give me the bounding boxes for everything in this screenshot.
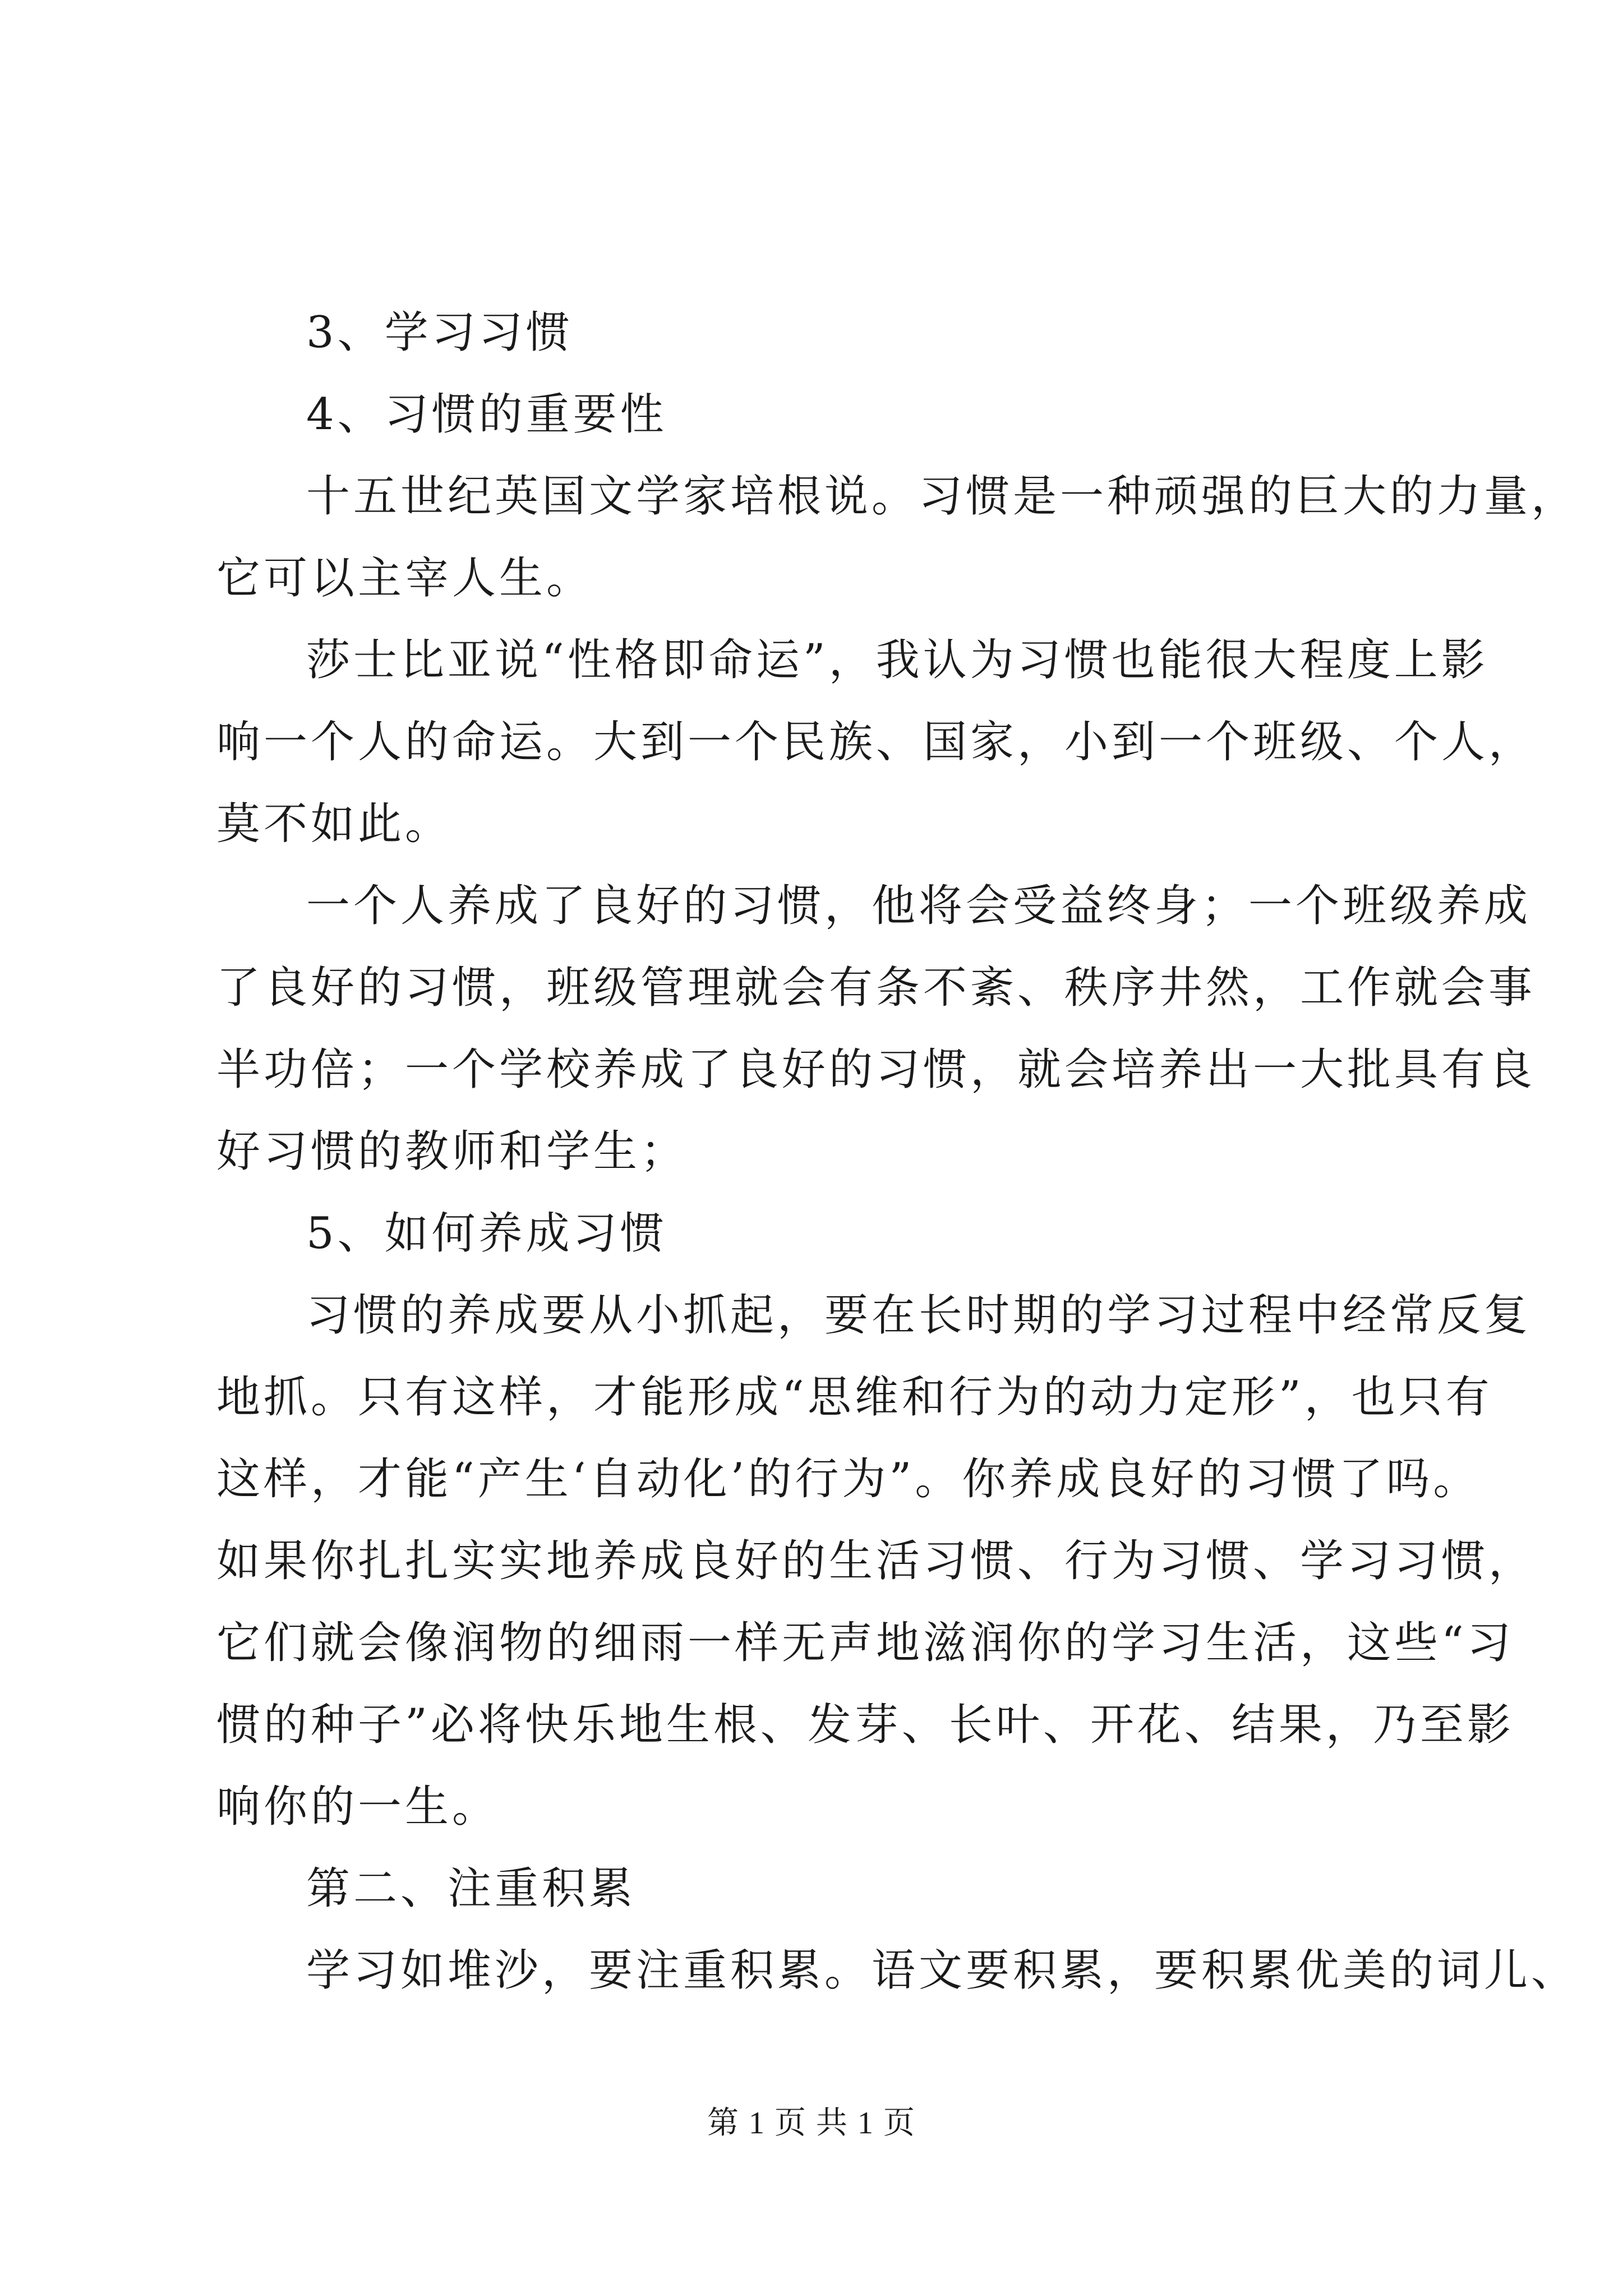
text-line: 5、如何养成习惯 [306,1208,667,1259]
text-line: 第二、注重积累 [306,1864,637,1914]
text-line: 习惯的养成要从小抓起，要在长时期的学习过程中经常反复 [306,1290,1532,1341]
text-line: 它可以主宰人生。 [216,553,594,604]
text-line: 学习如堆沙，要注重积累。语文要积累，要积累优美的词儿、 [306,1945,1579,1996]
text-line: 一个人养成了良好的习惯，他将会受益终身；一个班级养成 [306,881,1532,931]
text-line: 惯的种子”必将快乐地生根、发芽、长叶、开花、结果，乃至影 [216,1700,1514,1750]
text-line: 3、学习习惯 [306,307,573,358]
text-line: 它们就会像润物的细雨一样无声地滋润你的学习生活，这些“习 [216,1618,1514,1668]
text-line: 十五世纪英国文学家培根说。习惯是一种顽强的巨大的力量， [306,471,1579,522]
text-line: 莎士比亚说“性格即命运”，我认为习惯也能很大程度上影 [306,635,1488,685]
text-line: 4、习惯的重要性 [306,389,667,440]
text-line: 好习惯的教师和学生； [216,1126,688,1177]
document-body [216,292,1579,2012]
page-footer: 第 1 页 共 1 页 [707,2106,916,2141]
text-line: 响一个人的命运。大到一个民族、国家，小到一个班级、个人， [216,717,1536,767]
text-line: 了良好的习惯，班级管理就会有条不紊、秩序井然，工作就会事 [216,963,1536,1013]
text-line: 这样，才能“产生‘自动化’的行为”。你养成良好的习惯了吗。 [216,1454,1481,1504]
text-line: 如果你扎扎实实地养成良好的生活习惯、行为习惯、学习习惯， [216,1536,1536,1586]
text-line: 响你的一生。 [216,1782,500,1832]
text-line: 半功倍；一个学校养成了良好的习惯，就会培养出一大批具有良 [216,1045,1536,1095]
text-line: 莫不如此。 [216,799,453,849]
text-line: 地抓。只有这样，才能形成“思维和行为的动力定形”，也只有 [216,1372,1493,1423]
